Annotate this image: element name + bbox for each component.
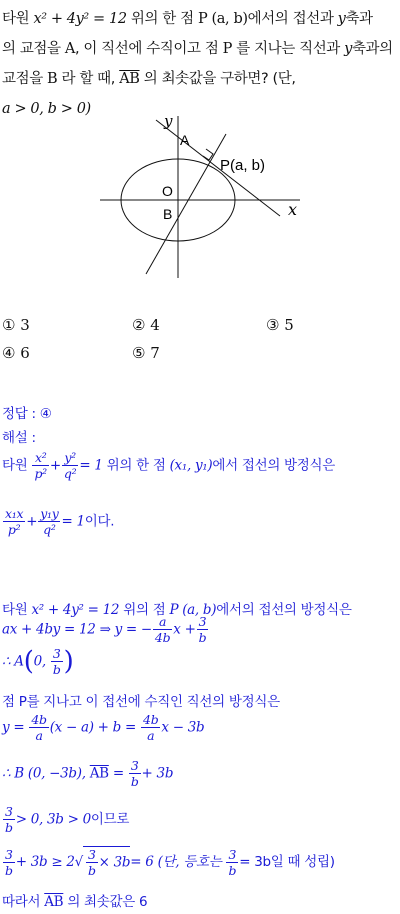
point-a: A <box>64 41 75 57</box>
point-p: P <box>222 41 233 57</box>
fraction: $\frac{4b}{a}$ <box>31 712 47 743</box>
choice-value: 7 <box>150 344 160 362</box>
segment-ab: $\overline{AB}$ <box>44 894 64 910</box>
text: 라 할 때, <box>61 71 115 87</box>
point-b: B <box>47 71 58 87</box>
text: 위의 한 점 <box>106 457 166 474</box>
text: 의 최솟값을 구하면? (단, <box>143 71 296 87</box>
math: + 3b <box>141 765 174 782</box>
choice-value: 3 <box>20 316 30 334</box>
choice-value: 6 <box>20 344 30 362</box>
fraction: $\frac{3}{b}$ <box>228 846 237 878</box>
fraction: $\frac{a}{4b}$ <box>154 614 171 645</box>
question-line-1 <box>2 4 398 34</box>
text: 타원 <box>2 11 30 27</box>
segment-ab: $\overline{AB}$ <box>119 71 140 87</box>
text: 축과 <box>345 11 373 27</box>
text: 이다. <box>84 513 115 530</box>
choice-2[interactable] <box>132 316 160 334</box>
fraction: $\frac{3}{b}$ <box>87 847 96 878</box>
math: = <box>112 765 124 782</box>
text: 위의 한 점 <box>130 11 194 27</box>
math: ax + 4by = 12 ⇒ y = − <box>2 621 152 638</box>
point-p: P (a, b) <box>169 602 217 618</box>
right-angle-mark <box>203 149 213 160</box>
fraction: $\frac{3}{b}$ <box>52 646 61 677</box>
math: x + <box>173 621 196 638</box>
choice-3[interactable] <box>266 316 294 334</box>
y-axis-label: y <box>164 112 173 130</box>
answer-line: 정답 : ④ <box>2 406 52 422</box>
label-b: B <box>163 206 173 222</box>
explain-label: 해설 : <box>2 430 36 446</box>
choice-number: ④ <box>2 344 16 362</box>
text: 를 지나는 직선과 <box>236 41 340 57</box>
math: × 3b <box>98 854 131 871</box>
text: 따라서 <box>2 894 41 910</box>
var-y: y <box>344 41 352 57</box>
solution-line-10: $\frac{3}{b}$ + 3b ≥ 2√ $\frac{3}{b}$ × 3b= 6 (단, 등호는 $\frac{3}{b}$ = 3b일 때 성립) <box>5 846 335 878</box>
math: = 6 (단, 등호는 <box>130 854 222 870</box>
choice-1[interactable] <box>2 316 30 334</box>
perpendicular-line <box>146 134 226 274</box>
choice-value: 4 <box>150 316 160 334</box>
fraction: $\frac{3}{b}$ <box>5 804 13 835</box>
math: + 3b ≥ 2 <box>15 854 75 870</box>
text: 에서 접선의 방정식은 <box>212 457 336 474</box>
text: 타원 <box>2 457 28 474</box>
choice-4[interactable] <box>2 344 30 362</box>
solution-line-5: ∴ A(0, $\frac{3}{b}$ ) <box>2 646 74 677</box>
ellipse-equation: x² + 4y² = 12 <box>33 11 127 27</box>
text: 타원 <box>2 602 28 618</box>
math: = 1 <box>61 513 85 530</box>
ellipse-equation: x² + 4y² = 12 <box>31 602 120 618</box>
label-a: A <box>180 132 190 148</box>
text: 의 최솟값은 6 <box>67 894 148 910</box>
choice-number: ⑤ <box>132 344 146 362</box>
fraction: $\frac{4b}{a}$ <box>143 712 159 743</box>
fraction: $\frac{3}{b}$ <box>198 614 207 645</box>
var-y: y <box>337 11 346 27</box>
question-line-4: a > 0, b > 0) <box>2 101 91 117</box>
math: (x − a) + b = <box>49 719 137 736</box>
choice-5[interactable] <box>132 344 160 362</box>
solution-line-9 <box>2 804 398 835</box>
x-axis-label: x <box>288 200 298 219</box>
fraction: $\frac{\text{x²}}{\text{p²}}$ <box>34 450 47 481</box>
segment-ab: $\overline{AB}$ <box>89 765 109 782</box>
label-o: O <box>162 183 173 199</box>
choice-number: ① <box>2 316 16 334</box>
question-line-3 <box>2 64 398 94</box>
fraction: $\frac{\text{y₁y}}{\text{q²}}$ <box>40 506 59 537</box>
point: (x₁, y₁) <box>169 457 213 474</box>
solution-line-7 <box>2 712 398 743</box>
question-line-2 <box>2 34 398 64</box>
text: 의 교점을 <box>2 41 61 57</box>
choice-number: ③ <box>266 316 280 334</box>
ellipse-figure <box>98 112 304 282</box>
fraction: $\frac{3}{b}$ <box>130 758 139 789</box>
solution-line-1: 타원 $\frac{\text{x²}}{\text{p²}}$ + $\frac{\text{y²}}{\text{q²}}$ = 1 위의 한 점 (x₁, y₁)에서 접선의 방정식은 <box>2 450 336 481</box>
math: ∴ B (0, −3b), <box>2 765 86 782</box>
text: 이므로 <box>90 811 130 828</box>
solution-line-8 <box>2 758 398 789</box>
solution-line-6: 점 P를 지나고 이 접선에 수직인 직선의 방정식은 <box>2 694 280 710</box>
fraction: $\frac{3}{b}$ <box>5 846 13 878</box>
choice-value: 5 <box>284 316 294 334</box>
text: = 3b일 때 성립) <box>239 854 335 870</box>
text: 교점을 <box>2 71 43 87</box>
text: 에서의 접선과 <box>247 11 334 27</box>
point-p: P (a, b) <box>197 11 248 27</box>
solution-line-11 <box>2 890 398 910</box>
text: 축과의 <box>351 41 393 57</box>
math: = 1 <box>79 457 103 474</box>
fraction: $\frac{\text{x₁x}}{\text{p²}}$ <box>5 506 24 537</box>
math: y = <box>2 719 25 736</box>
text: , 이 직선에 수직이고 점 <box>74 41 219 57</box>
math: x − 3b <box>161 719 205 736</box>
math: > 0, 3b > 0 <box>15 811 91 828</box>
solution-line-2: $\frac{\text{x₁x}}{\text{p²}}$ + $\frac{\text{y₁y}}{\text{q²}}$ = 1이다. <box>5 506 115 537</box>
choice-number: ② <box>132 316 146 334</box>
text: 위의 점 <box>123 602 166 618</box>
text: 에서의 접선의 방정식은 <box>216 602 352 618</box>
solution-line-4 <box>2 614 398 645</box>
math: ∴ A <box>2 653 24 670</box>
fraction: $\frac{\text{y²}}{\text{q²}}$ <box>63 450 77 481</box>
label-p: P(a, b) <box>220 157 266 174</box>
question-text <box>2 4 398 124</box>
math: 0, <box>33 653 46 670</box>
